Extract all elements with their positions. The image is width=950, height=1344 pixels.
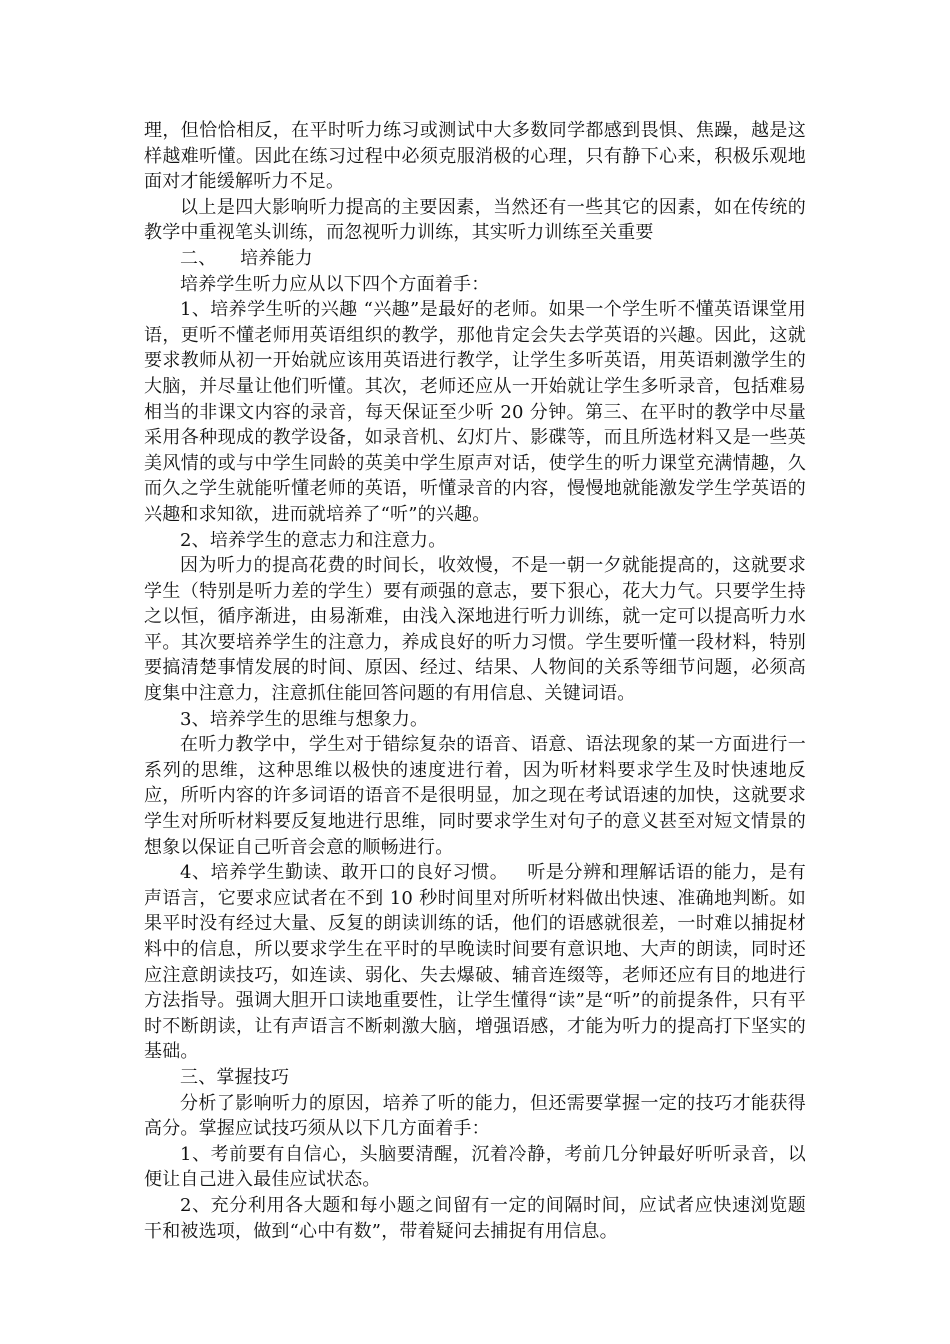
document-body	[144, 118, 806, 1244]
paragraph-summary: 以上是四大影响听力提高的主要因素，当然还有一些其它的因素，如在传统的教学中重视笔头训练，而忽视听力训练，其实听力训练至关重要	[144, 196, 806, 244]
paragraph-thinking-imagination: 在听力教学中，学生对于错综复杂的语音、语意、语法现象的某一方面进行一系列的思维，这种思维以极快的速度进行着，因为听材料要求学生及时快速地反应，所听内容的许多词语的语音不是很明显，加之现在考试语速的加快，这就要求学生对所听材料要反复地进行思维，同时要求学生对句子的意义甚至对短文情景的想象以保证自己听音会意的顺畅进行。	[144, 734, 806, 858]
section-heading-skills: 三、掌握技巧	[180, 1066, 290, 1088]
paragraph-skill-2: 2、充分利用各大题和每小题之间留有一定的间隔时间，应试者应快速浏览题干和被选项，做到“心中有数”，带着疑问去捕捉有用信息。	[144, 1194, 806, 1242]
paragraph-interest: 1、培养学生听的兴趣 “兴趣”是最好的老师。如果一个学生听不懂英语课堂用语，更听不懂老师用英语组织的教学，那他肯定会失去学英语的兴趣。因此，这就要求教师从初一开始就应该用英语进行教学，让学生多听英语，用英语刺激学生的大脑，并尽量让他们听懂。其次，老师还应从一开始就让学生多听录音，包括难易相当的非课文内容的录音，每天保证至少听 20 分钟。第三、在平时的教学中尽量采用各种现成的教学设备，如录音机、幻灯片、影碟等，而且所选材料又是一些英美风情的或与中学生同龄的英美中学生原声对话，使学生的听力课堂充满情趣，久而久之学生就能听懂老师的英语，听懂录音的内容，慢慢地就能激发学生学英语的兴趣和求知欲，进而就培养了“听”的兴趣。	[144, 299, 806, 525]
paragraph-reading-habit: 4、培养学生勤读、敢开口的良好习惯。 听是分辨和理解话语的能力，是有声语言，它要求应试者在不到 10 秒时间里对所听材料做出快速、准确地判断。如果平时没有经过大量、反复的朗读训练的话，他们的语感就很差，一时难以捕捉材料中的信息，所以要求学生在平时的早晚读时间要有意识地、大声的朗读，同时还应注意朗读技巧，如连读、弱化、失去爆破、辅音连缀等，老师还应有目的地进行方法指导。强调大胆开口读地重要性，让学生懂得“读”是“听”的前提条件，只有平时不断朗读，让有声语言不断刺激大脑，增强语感，才能为听力的提高打下坚实的基础。	[144, 862, 806, 1063]
paragraph-intro-four-aspects: 培养学生听力应从以下四个方面着手：	[180, 273, 490, 295]
paragraph-will-attention: 因为听力的提高花费的时间长，收效慢，不是一朝一夕就能提高的，这就要求学生（特别是听力差的学生）要有顽强的意志，要下狠心，花大力气。只要学生持之以恒，循序渐进，由易渐难，由浅入深地进行听力训练，就一定可以提高听力水平。其次要培养学生的注意力，养成良好的听力习惯。学生要听懂一段材料，特别要搞清楚事情发展的时间、原因、经过、结果、人物间的关系等细节问题，必须高度集中注意力，注意抓住能回答问题的有用信息、关键词语。	[144, 555, 806, 705]
subheading-will-attention: 2、培养学生的意志力和注意力。	[180, 529, 447, 551]
subheading-thinking-imagination: 3、培养学生的思维与想象力。	[180, 708, 429, 730]
paragraph-skills-intro: 分析了影响听力的原因，培养了听的能力，但还需要掌握一定的技巧才能获得高分。掌握应试技巧须从以下几方面着手：	[144, 1092, 806, 1140]
paragraph-continuation: 理，但恰恰相反，在平时听力练习或测试中大多数同学都感到畏惧、焦躁，越是这样越难听懂。因此在练习过程中必须克服消极的心理，只有静下心来，积极乐观地面对才能缓解听力不足。	[144, 120, 806, 193]
section-heading-ability: 二、 培养能力	[180, 247, 313, 269]
paragraph-skill-1: 1、考前要有自信心，头脑要清醒，沉着冷静，考前几分钟最好听听录音，以便让自己进入最佳应试状态。	[144, 1143, 806, 1191]
